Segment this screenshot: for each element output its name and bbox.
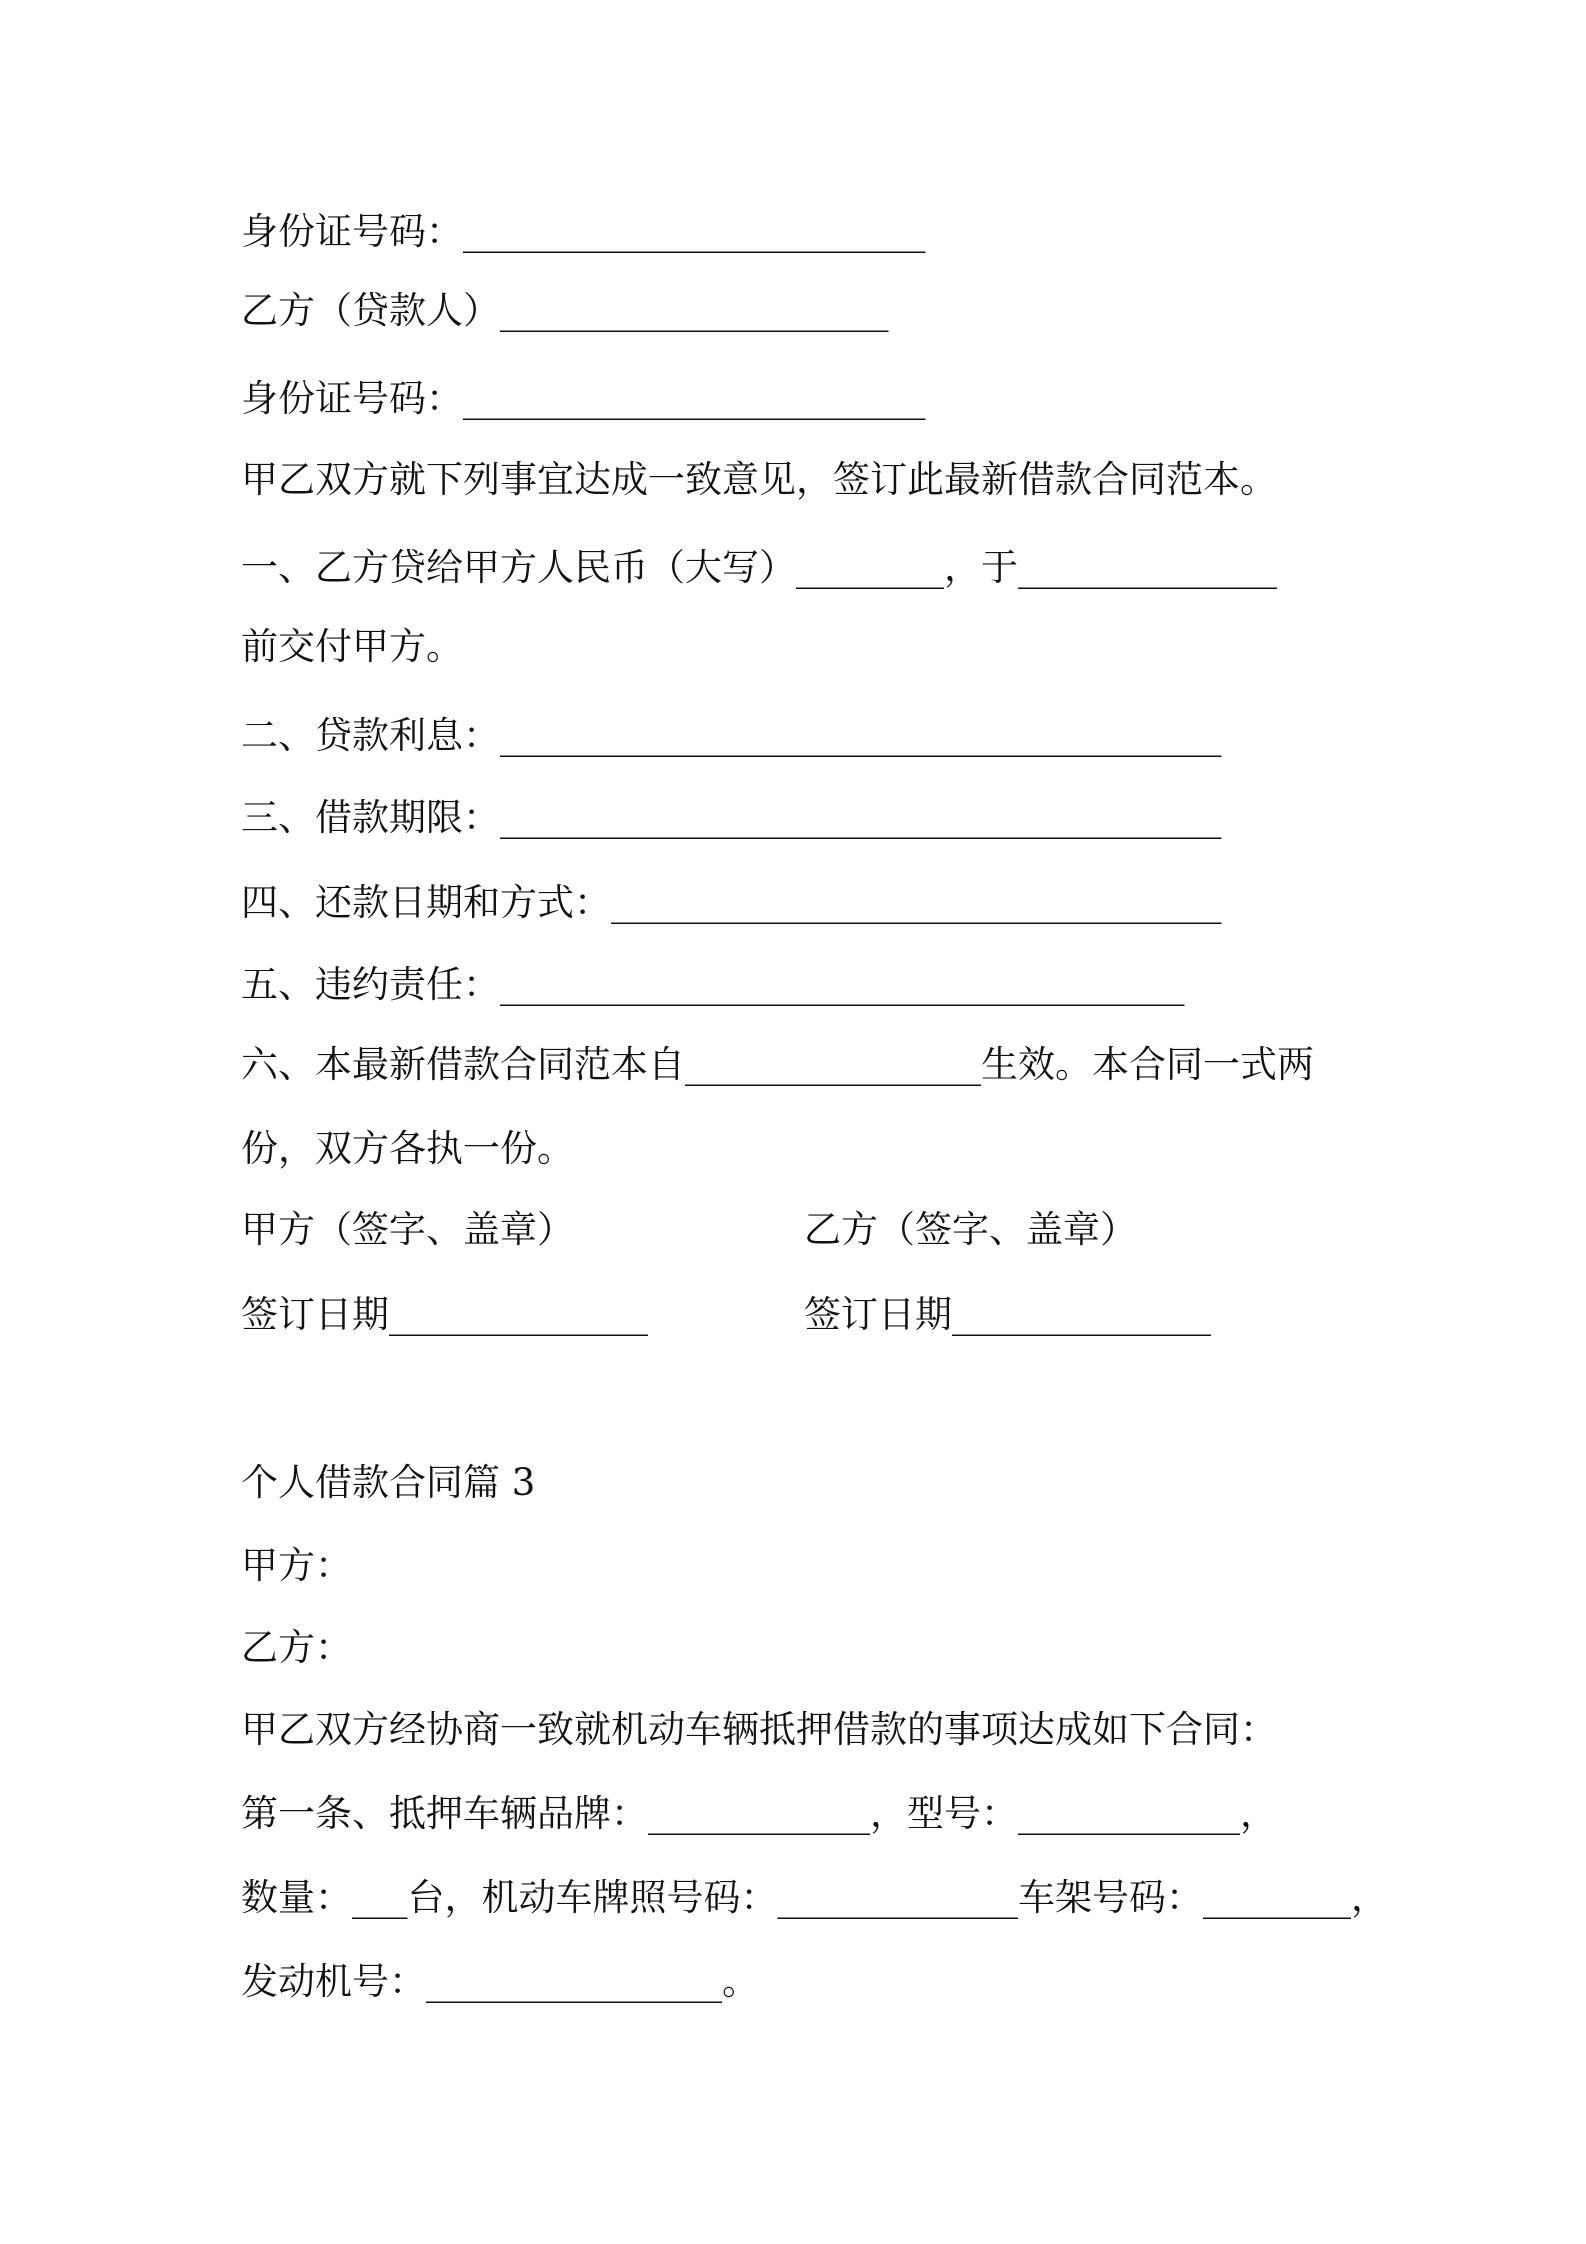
clause-6-continued: 份，双方各执一份。 bbox=[241, 1127, 574, 1170]
clause-5-liability: 五、违约责任：_____________________________________ bbox=[241, 963, 1185, 1006]
section-3-title: 个人借款合同篇 3 bbox=[241, 1461, 536, 1504]
clause-1-continued: 前交付甲方。 bbox=[241, 625, 463, 668]
intro-paragraph: 甲乙双方就下列事宜达成一致意见，签订此最新借款合同范本。 bbox=[241, 458, 1277, 501]
clause-3-term: 三、借款期限：_______________________________________ bbox=[241, 796, 1222, 839]
party-a-sign-date: 签订日期______________ bbox=[241, 1293, 648, 1336]
section-3-intro: 甲乙双方经协商一致就机动车辆抵押借款的事项达成如下合同： bbox=[241, 1708, 1277, 1751]
party-b-signature-label: 乙方（签字、盖章） bbox=[804, 1208, 1137, 1251]
section-3-party-a: 甲方： bbox=[241, 1544, 352, 1587]
article-1-vehicle-brand: 第一条、抵押车辆品牌：____________，型号：____________， bbox=[241, 1792, 1277, 1835]
section-3-party-b: 乙方： bbox=[241, 1626, 352, 1669]
party-b-id-line: 身份证号码：_________________________ bbox=[241, 377, 926, 420]
clause-1: 一、乙方贷给甲方人民币（大写）________，于______________ bbox=[241, 546, 1277, 589]
clause-4-repayment: 四、还款日期和方式：_________________________________ bbox=[241, 881, 1222, 924]
party-a-signature-label: 甲方（签字、盖章） bbox=[241, 1208, 574, 1251]
clause-2-interest: 二、贷款利息：_______________________________________ bbox=[241, 714, 1222, 757]
article-1-engine-number: 发动机号：________________。 bbox=[241, 1960, 759, 2003]
article-1-quantity-plate-frame: 数量：___台，机动车牌照号码：_____________车架号码：________， bbox=[241, 1876, 1388, 1919]
party-a-id-line: 身份证号码：_________________________ bbox=[241, 210, 926, 253]
clause-6-effective: 六、本最新借款合同范本自________________生效。本合同一式两 bbox=[241, 1043, 1314, 1086]
party-b-sign-date: 签订日期______________ bbox=[804, 1293, 1211, 1336]
party-b-lender-line: 乙方（贷款人）_____________________ bbox=[241, 289, 889, 332]
